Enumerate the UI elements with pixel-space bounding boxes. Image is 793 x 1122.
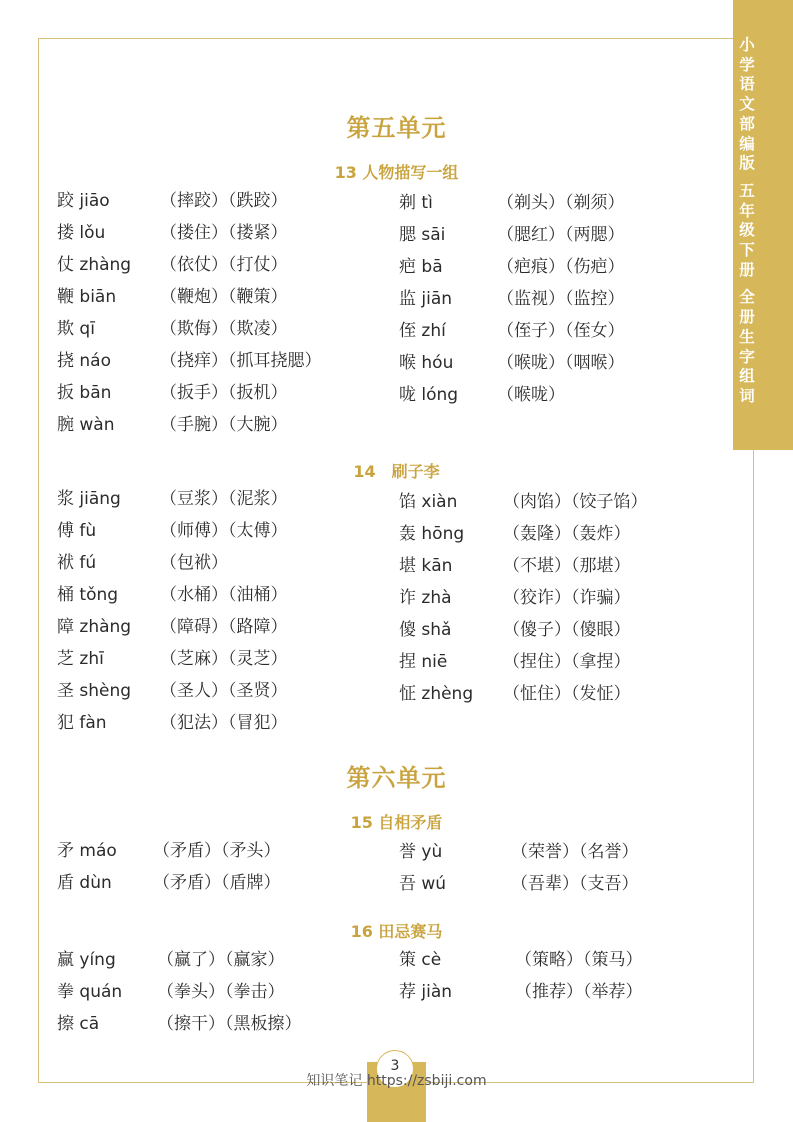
character-pinyin: 咙 lóng xyxy=(399,385,459,405)
character-pinyin: 堪 kān xyxy=(399,556,453,576)
side-tab-char: 编 xyxy=(739,134,755,153)
word-group: （挠痒）（抓耳挠腮） xyxy=(160,351,322,371)
side-tab-char: 词 xyxy=(739,386,755,405)
character-pinyin: 策 cè xyxy=(399,950,442,970)
side-tab-text xyxy=(736,36,758,407)
word-group: （拳头）（拳击） xyxy=(157,982,285,1002)
side-tab-char: 五 xyxy=(739,181,755,200)
word-group: （策略）（策马） xyxy=(515,950,643,970)
character-pinyin: 吾 wú xyxy=(399,874,447,894)
side-tab-char: 版 xyxy=(739,154,755,173)
character-pinyin: 荐 jiàn xyxy=(399,982,453,1002)
character-pinyin: 傻 shǎ xyxy=(399,620,452,640)
word-group: （推荐）（举荐） xyxy=(515,982,643,1002)
character-pinyin: 傅 fù xyxy=(57,521,97,541)
character-pinyin: 鞭 biān xyxy=(57,287,117,307)
word-group: （障碍）（路障） xyxy=(160,617,288,637)
word-group: （腮红）（两腮） xyxy=(497,225,625,245)
word-group: （矛盾）（盾牌） xyxy=(153,873,281,893)
word-group: （喉咙） xyxy=(497,385,565,405)
side-tab-char: 文 xyxy=(739,95,755,114)
word-group: （犯法）（冒犯） xyxy=(160,713,288,733)
side-tab-char: 字 xyxy=(739,347,755,366)
lesson-title: 15 自相矛盾 xyxy=(350,813,443,832)
character-pinyin: 剃 tì xyxy=(399,193,433,213)
unit-title-6: 第六单元 xyxy=(346,764,447,792)
side-tab-char: 全 xyxy=(739,288,755,307)
character-pinyin: 怔 zhèng xyxy=(399,684,474,704)
lesson-title: 13 人物描写一组 xyxy=(334,163,459,182)
character-pinyin: 侄 zhí xyxy=(399,321,446,341)
character-pinyin: 仗 zhàng xyxy=(57,255,132,275)
side-tab-char: 组 xyxy=(739,367,755,386)
lesson-title: 14 刷子李 xyxy=(353,462,440,481)
word-group: （疤痕）（伤疤） xyxy=(497,257,625,277)
word-group: （水桶）（油桶） xyxy=(160,585,288,605)
word-group: （包袱） xyxy=(160,553,228,573)
character-pinyin: 疤 bā xyxy=(399,257,443,277)
lesson-title: 16 田忌赛马 xyxy=(350,922,443,941)
word-group: （剃头）（剃须） xyxy=(497,193,625,213)
word-group: （轰隆）（轰炸） xyxy=(503,524,631,544)
character-pinyin: 矛 máo xyxy=(57,841,117,861)
word-group: （狡诈）（诈骗） xyxy=(503,588,631,608)
character-pinyin: 挠 náo xyxy=(57,351,111,371)
character-pinyin: 搂 lǒu xyxy=(57,223,106,243)
word-group: （矛盾）（矛头） xyxy=(153,841,281,861)
character-pinyin: 拳 quán xyxy=(57,982,123,1002)
word-group: （擦干）（黑板擦） xyxy=(157,1014,302,1034)
character-pinyin: 障 zhàng xyxy=(57,617,132,637)
character-pinyin: 擦 cā xyxy=(57,1014,100,1034)
side-tab-char: 册 xyxy=(739,308,755,327)
word-group: （荣誉）（名誉） xyxy=(511,842,639,862)
character-pinyin: 捏 niē xyxy=(399,652,448,672)
character-pinyin: 馅 xiàn xyxy=(399,492,458,512)
unit-title-5: 第五单元 xyxy=(346,114,447,142)
side-tab-char: 级 xyxy=(739,221,755,240)
word-group: （赢了）（赢家） xyxy=(157,950,285,970)
word-group: （鞭炮）（鞭策） xyxy=(160,287,288,307)
word-group: （喉咙）（咽喉） xyxy=(497,353,625,373)
character-pinyin: 腕 wàn xyxy=(57,415,115,435)
character-pinyin: 圣 shèng xyxy=(57,681,132,701)
side-tab-char: 生 xyxy=(739,327,755,346)
side-tab-char: 语 xyxy=(739,75,755,94)
character-pinyin: 犯 fàn xyxy=(57,713,107,733)
character-pinyin: 跤 jiāo xyxy=(57,191,110,211)
word-group: （摔跤）（跌跤） xyxy=(160,191,288,211)
side-tab-char: 部 xyxy=(739,114,755,133)
side-tab-char: 学 xyxy=(739,55,755,74)
word-group: （吾辈）（支吾） xyxy=(511,874,639,894)
character-pinyin: 赢 yíng xyxy=(57,950,116,970)
character-pinyin: 盾 dùn xyxy=(57,873,112,893)
character-pinyin: 芝 zhī xyxy=(57,649,104,669)
word-group: （捏住）（拿捏） xyxy=(503,652,631,672)
word-group: （监视）（监控） xyxy=(497,289,625,309)
word-group: （肉馅）（饺子馅） xyxy=(503,492,648,512)
side-tab-char: 小 xyxy=(739,36,755,54)
character-pinyin: 轰 hōng xyxy=(399,524,465,544)
character-pinyin: 喉 hóu xyxy=(399,353,454,373)
word-group: （搂住）（搂紧） xyxy=(160,223,288,243)
word-group: （侄子）（侄女） xyxy=(497,321,625,341)
character-pinyin: 监 jiān xyxy=(399,289,453,309)
page-number: 3 xyxy=(390,1058,400,1074)
watermark: 知识笔记 https://zsbiji.com xyxy=(306,1073,487,1089)
character-pinyin: 袱 fú xyxy=(57,553,97,573)
side-tab-char: 下 xyxy=(739,241,755,260)
character-pinyin: 桶 tǒng xyxy=(57,585,119,605)
character-pinyin: 腮 sāi xyxy=(399,225,446,245)
word-group: （扳手）（扳机） xyxy=(160,383,288,403)
word-group: （圣人）（圣贤） xyxy=(160,681,288,701)
word-group: （依仗）（打仗） xyxy=(160,255,288,275)
word-group: （怔住）（发怔） xyxy=(503,684,631,704)
word-group: （欺侮）（欺凌） xyxy=(160,319,288,339)
character-pinyin: 誉 yù xyxy=(399,842,443,862)
word-group: （不堪）（那堪） xyxy=(503,556,631,576)
character-pinyin: 欺 qī xyxy=(57,319,95,339)
character-pinyin: 诈 zhà xyxy=(399,588,452,608)
word-group: （豆浆）（泥浆） xyxy=(160,489,288,509)
word-group: （芝麻）（灵芝） xyxy=(160,649,288,669)
word-group: （傻子）（傻眼） xyxy=(503,620,631,640)
word-group: （手腕）（大腕） xyxy=(160,415,288,435)
character-pinyin: 扳 bān xyxy=(57,383,112,403)
word-group: （师傅）（太傅） xyxy=(160,521,288,541)
side-tab-char: 册 xyxy=(739,260,755,279)
character-pinyin: 浆 jiāng xyxy=(57,489,121,509)
side-tab-char: 年 xyxy=(739,201,755,220)
